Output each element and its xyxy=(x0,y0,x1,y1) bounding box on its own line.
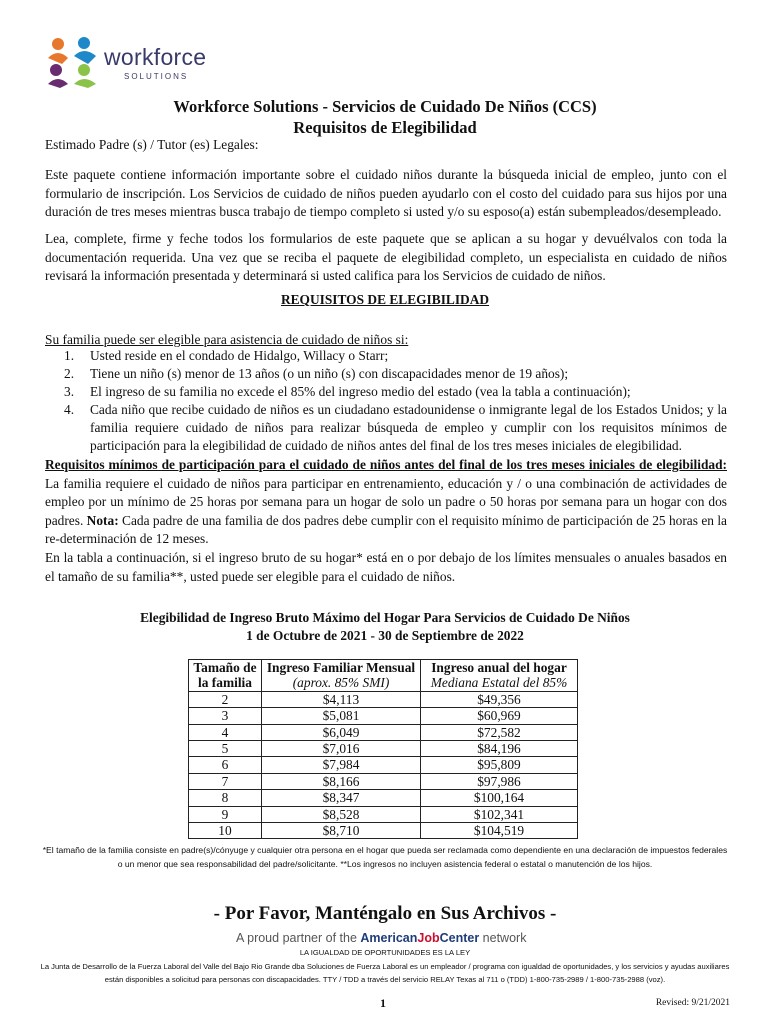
table-row xyxy=(189,823,578,839)
document-title: Workforce Solutions - Servicios de Cuidado De Niños (CCS) xyxy=(173,97,597,116)
table-cell: $7,016 xyxy=(262,741,421,757)
eligibility-list xyxy=(62,347,727,455)
logo-mark-icon xyxy=(44,34,102,90)
table-cell: 7 xyxy=(189,773,262,789)
eligibility-lead: Su familia puede ser elegible para asistencia de cuidado de niños si: xyxy=(45,332,409,347)
table-row xyxy=(189,757,578,773)
table-cell: $8,710 xyxy=(262,823,421,839)
table-row xyxy=(189,724,578,740)
table-cell: 4 xyxy=(189,724,262,740)
table-cell: $8,528 xyxy=(262,806,421,822)
logo-wordmark: workforce xyxy=(104,44,207,70)
keep-notice: - Por Favor, Manténgalo en Sus Archivos - xyxy=(213,903,557,924)
salutation: Estimado Padre (s) / Tutor (es) Legales: xyxy=(45,137,259,152)
logo-subtitle: SOLUTIONS xyxy=(124,72,189,81)
table-row xyxy=(189,773,578,789)
table-row xyxy=(189,806,578,822)
table-cell: $5,081 xyxy=(262,708,421,724)
intro-paragraph: Este paquete contiene información importante sobre el cuidado niños durante la búsqueda inicial de empleo, junto con el formulario de inscripción. Los Servicios de cuidado de niños pueden ayudarlo con el costo del cuidado para sus hijos por una duración de tres meses mientras busca trabajo de tiempo completo si usted y/o su esposo(a) están subempleados/desempleado. xyxy=(45,167,727,219)
table-cell: $97,986 xyxy=(421,773,578,789)
table-cell: $100,164 xyxy=(421,790,578,806)
table-cell: 10 xyxy=(189,823,262,839)
table-cell: $49,356 xyxy=(421,691,578,707)
table-cell: 9 xyxy=(189,806,262,822)
income-table xyxy=(188,659,578,839)
table-title: Elegibilidad de Ingreso Bruto Máximo del Hogar Para Servicios de Cuidado De Niños xyxy=(140,610,630,625)
minimum-requirements-block xyxy=(45,456,727,549)
table-cell: $95,809 xyxy=(421,757,578,773)
table-cell: $84,196 xyxy=(421,741,578,757)
note-text: Cada padre de una familia de dos padres debe cumplir con el requisito mínimo de participación de 25 horas en la re-determinación de 12 meses. xyxy=(45,512,727,546)
table-cell: $8,347 xyxy=(262,790,421,806)
page-number: 1 xyxy=(380,996,386,1010)
table-period: 1 de Octubre de 2021 - 30 de Septiembre de 2022 xyxy=(246,628,524,643)
list-item: 2. Tiene un niño (s) menor de 13 años (o un niño (s) con discapacidades menor de 19 años); xyxy=(64,366,569,381)
list-item: 1. Usted reside en el condado de Hidalgo, Willacy o Starr; xyxy=(64,348,389,363)
equal-opportunity-text: La Junta de Desarrollo de la Fuerza Laboral del Valle del Bajo Rio Grande dba Soluciones de Fuerza Laboral es un empleador / programa con igualdad de oportunidades, y los servicios y ayudas auxiliares están disponibles a solicitud para personas con discapacidades. TTY / TDD a través del servicio RELAY Texas al 711 o (TDD) 1-800-735-2989 / 1-800-735-2988 (voz). xyxy=(40,962,730,984)
table-footnote: *El tamaño de la familia consiste en padre(s)/cónyuge y cualquier otra persona en el hogar que pueda ser reclamada como dependiente en una declaración de impuestos federales o un menor que sea responsabilidad del padre/solicitante. **Los ingresos no incluyen asistencia federal o estatal o manutención de los hijos. xyxy=(42,845,728,869)
instructions-paragraph: Lea, complete, firme y feche todos los formularios de este paquete que se aplican a su hogar y devuélvalos con toda la documentación requerida. Una vez que se reciba el paquete de elegibilidad completo, un especialista en cuidado de niños revisará la información presentada y determinará si usted califica para los Servicios de cuidado de niños. xyxy=(45,231,727,283)
equal-opportunity-heading: LA IGUALDAD DE OPORTUNIDADES ES LA LEY xyxy=(299,948,471,957)
note-label: Nota: xyxy=(86,512,119,528)
table-cell: 2 xyxy=(189,691,262,707)
table-cell: $8,166 xyxy=(262,773,421,789)
partner-line: A proud partner of the AmericanJobCenter network xyxy=(236,931,527,945)
minimum-requirements-heading: Requisitos mínimos de participación para el cuidado de niños antes del final de los tres meses iniciales de elegibilidad: xyxy=(45,457,727,472)
table-row xyxy=(189,691,578,707)
list-item: 4. Cada niño que recibe cuidado de niños es un ciudadano estadounidense o inmigrante legal de los Estados Unidos; y la familia requiere cuidado de niños para realizar búsqueda de empleo y cumplir con los requisitos mínimos de participación para la elegibilidad de cuidado de niños antes del final de los tres meses iniciales de elegibilidad. xyxy=(64,402,727,453)
table-row xyxy=(189,708,578,724)
document-subtitle: Requisitos de Elegibilidad xyxy=(293,118,477,137)
table-cell: $60,969 xyxy=(421,708,578,724)
column-header-monthly-income: Ingreso Familiar Mensual (aprox. 85% SMI) xyxy=(262,660,421,692)
table-cell: $6,049 xyxy=(262,724,421,740)
minimum-requirements-text: La familia requiere el cuidado de niños para participar en entrenamiento, educación y / o una combinación de actividades de empleo por un mínimo de 25 horas por semana para un hogar de solo un padre o 50 horas por semana para un hogar con dos padres. xyxy=(45,475,727,528)
table-row xyxy=(189,741,578,757)
revised-date: Revised: 9/21/2021 xyxy=(655,998,730,1008)
table-intro: En la tabla a continuación, si el ingreso bruto de su hogar* está en o por debajo de los límites mensuales o anuales basados en el tamaño de su familia**, usted puede ser elegible para el cuidado de niños. xyxy=(45,550,727,584)
table-row xyxy=(189,790,578,806)
table-cell: $4,113 xyxy=(262,691,421,707)
table-cell: $72,582 xyxy=(421,724,578,740)
table-cell: 3 xyxy=(189,708,262,724)
table-cell: $104,519 xyxy=(421,823,578,839)
list-item: 3. El ingreso de su familia no excede el 85% del ingreso medio del estado (vea la tabla a continuación); xyxy=(64,384,631,399)
table-cell: $102,341 xyxy=(421,806,578,822)
table-cell: $7,984 xyxy=(262,757,421,773)
table-cell: 6 xyxy=(189,757,262,773)
workforce-logo xyxy=(44,34,224,90)
table-cell: 5 xyxy=(189,741,262,757)
column-header-annual-income: Ingreso anual del hogar Mediana Estatal del 85% xyxy=(421,660,578,692)
column-header-family-size: Tamaño de la familia xyxy=(189,660,262,692)
table-cell: 8 xyxy=(189,790,262,806)
requirements-heading: REQUISITOS DE ELEGIBILIDAD xyxy=(280,292,490,307)
